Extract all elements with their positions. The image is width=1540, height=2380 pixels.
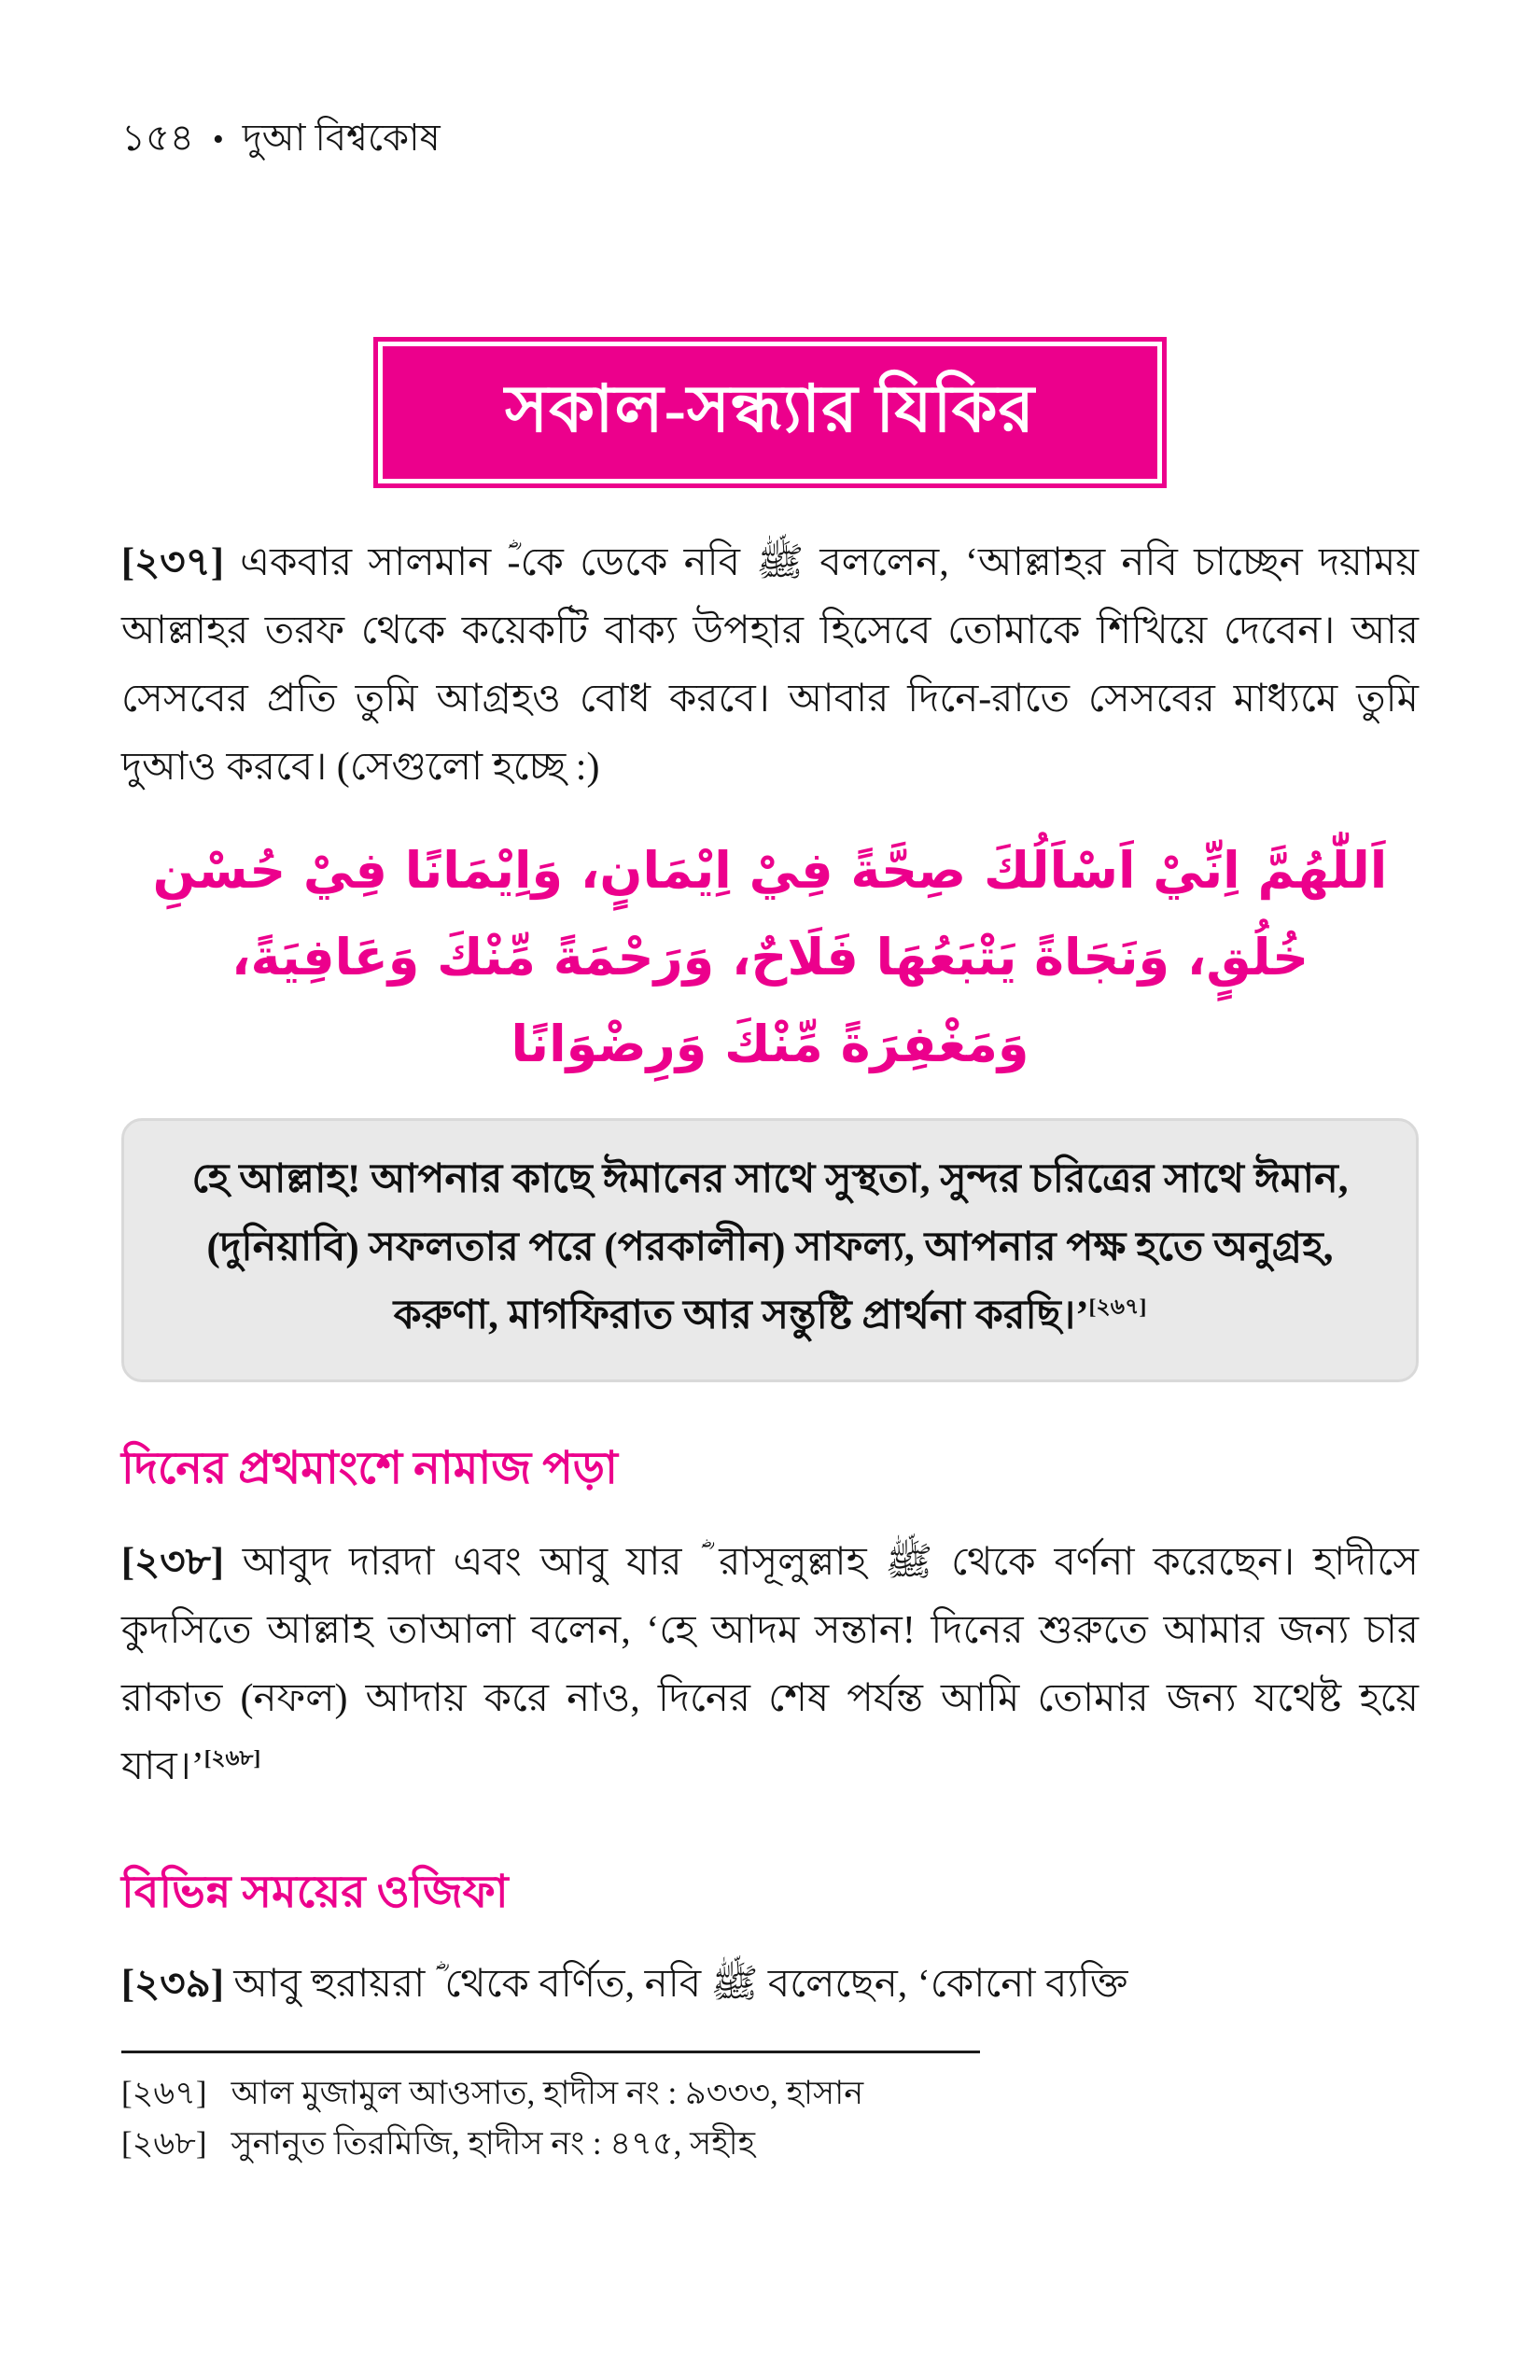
- footnote-ref-267: [২৬৭]: [1088, 1295, 1147, 1320]
- arabic-dua-line-2: خُلُقٍ، وَنَجَاةً يَتْبَعُهَا فَلَاحٌ، وَرَحْمَةً مِّنْكَ وَعَافِيَةً،: [231, 928, 1309, 987]
- footnote-267-marker: [২৬৭]: [121, 2074, 207, 2111]
- paragraph-239: [121, 1951, 1419, 2019]
- paragraph-237: [121, 529, 1419, 802]
- footnote-267: [121, 2068, 1419, 2119]
- footnote-268-marker: [২৬৮]: [121, 2124, 207, 2162]
- hadith-number-237: [২৩৭]: [121, 541, 224, 584]
- page-number: ১৫৪: [121, 117, 194, 159]
- running-head: [121, 0, 1419, 171]
- bullet-separator-icon: •: [212, 121, 224, 157]
- arabic-dua-line-1: اَللّٰهُمَّ اِنِّيْ اَسْاَلُكَ صِحَّةً فِيْ اِيْمَانٍ، وَاِيْمَانًا فِيْ حُسْنِ: [152, 841, 1388, 901]
- footnote-268: [121, 2119, 1419, 2169]
- chapter-banner-fill: [383, 346, 1157, 479]
- paragraph-237-text: একবার সালমান ؓ-কে ডেকে নবি ﷺ বললেন, ‘আল্লাহর নবি চাচ্ছেন দয়াময় আল্লাহর তরফ থেকে কয়েকটি বাক্য উপহার হিসেবে তোমাকে শিখিয়ে দেবেন। আর সেসবের প্রতি তুমি আগ্রহও বোধ করবে। আবার দিনে-রাতে সেসবের মাধ্যমে তুমি দুআও করবে। (সেগুলো হচ্ছে :): [121, 541, 1420, 790]
- footnote-267-text: আল মুজামুল আওসাত, হাদীস নং : ৯৩৩৩, হাসান: [231, 2074, 864, 2111]
- footnotes-section: [121, 2051, 1419, 2170]
- hadith-number-238: [২৩৮]: [121, 1541, 224, 1585]
- footnote-268-text: সুনানুত তিরমিজি, হাদীস নং : ৪৭৫, সহীহ: [231, 2124, 755, 2162]
- arabic-dua-line-3: وَمَغْفِرَةً مِّنْكَ وَرِضْوَانًا: [511, 1015, 1029, 1074]
- footnote-divider: [121, 2051, 980, 2053]
- translation-text: হে আল্লাহ! আপনার কাছে ঈমানের সাথে সুস্থতা, সুন্দর চরিত্রের সাথে ঈমান, (দুনিয়াবি) সফলতার পরে (পরকালীন) সাফল্য, আপনার পক্ষ হতে অনুগ্রহ, করুণা, মাগফিরাত আর সন্তুষ্টি প্রার্থনা করছি।’: [191, 1156, 1349, 1338]
- footnote-ref-268: [২৬৮]: [203, 1745, 261, 1771]
- section-heading-wazifa: বিভিন্ন সময়ের ওজিফা: [121, 1867, 509, 1917]
- section-heading-salat: দিনের প্রথমাংশে নামাজ পড়া: [121, 1444, 618, 1494]
- chapter-title: সকাল-সন্ধ্যার যিকির: [504, 373, 1036, 446]
- paragraph-238: [121, 1529, 1419, 1801]
- arabic-dua: [121, 828, 1419, 1088]
- hadith-number-239: [২৩৯]: [121, 1962, 224, 2006]
- paragraph-238-text: আবুদ দারদা এবং আবু যার ؓ রাসূলুল্লাহ ﷺ থেকে বর্ণনা করেছেন। হাদীসে কুদসিতে আল্লাহ তাআলা বলেন, ‘হে আদম সন্তান! দিনের শুরুতে আমার জন্য চার রাকাত (নফল) আদায় করে নাও, দিনের শেষ পর্যন্ত আমি তোমার জন্য যথেষ্ট হয়ে যাব।’: [121, 1541, 1420, 1789]
- paragraph-239-text: আবু হুরায়রা ؓ থেকে বর্ণিত, নবি ﷺ বলেছেন, ‘কোনো ব্যক্তি: [233, 1962, 1128, 2006]
- book-title: দুআ বিশ্বকোষ: [242, 117, 441, 159]
- translation-box: [121, 1118, 1419, 1382]
- chapter-banner: [373, 337, 1167, 488]
